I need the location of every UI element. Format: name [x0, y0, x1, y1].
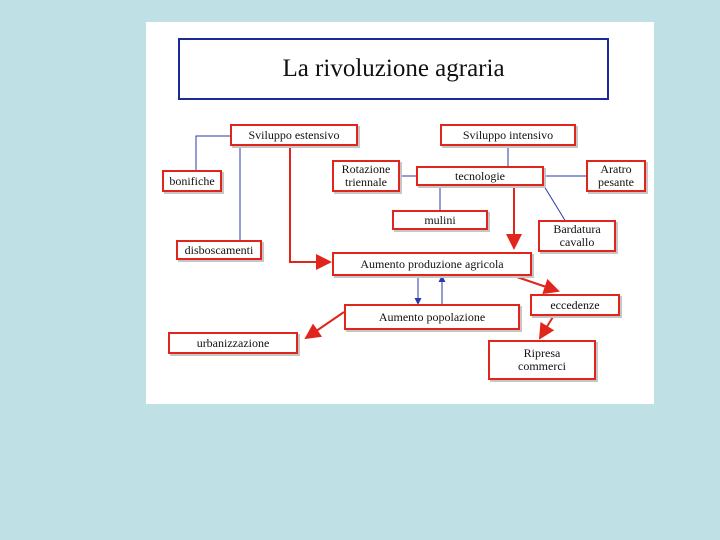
link-estensivo-bonifiche: [196, 136, 230, 170]
node-eccedenze: eccedenze: [530, 294, 620, 316]
node-ripresa-commerci: Ripresa commerci: [488, 340, 596, 380]
node-disboscamenti: disboscamenti: [176, 240, 262, 260]
node-bardatura-cavallo: Bardatura cavallo: [538, 220, 616, 252]
node-tecnologie: tecnologie: [416, 166, 544, 186]
node-rotazione-triennale: Rotazione triennale: [332, 160, 400, 192]
node-aratro-pesante: Aratro pesante: [586, 160, 646, 192]
node-mulini: mulini: [392, 210, 488, 230]
node-sviluppo-estensivo: Sviluppo estensivo: [230, 124, 358, 146]
node-bonifiche: bonifiche: [162, 170, 222, 192]
link-tecnologie-bardatura: [544, 186, 566, 222]
node-aumento-produzione: Aumento produzione agricola: [332, 252, 532, 276]
diagram-title: La rivoluzione agraria: [178, 38, 609, 100]
node-sviluppo-intensivo: Sviluppo intensivo: [440, 124, 576, 146]
arrow-estensivo-produzione: [290, 146, 330, 262]
node-urbanizzazione: urbanizzazione: [168, 332, 298, 354]
arrow-popolazione-urbanizzazione: [306, 312, 344, 338]
arrow-produzione-eccedenze: [514, 276, 558, 291]
node-aumento-popolazione: Aumento popolazione: [344, 304, 520, 330]
